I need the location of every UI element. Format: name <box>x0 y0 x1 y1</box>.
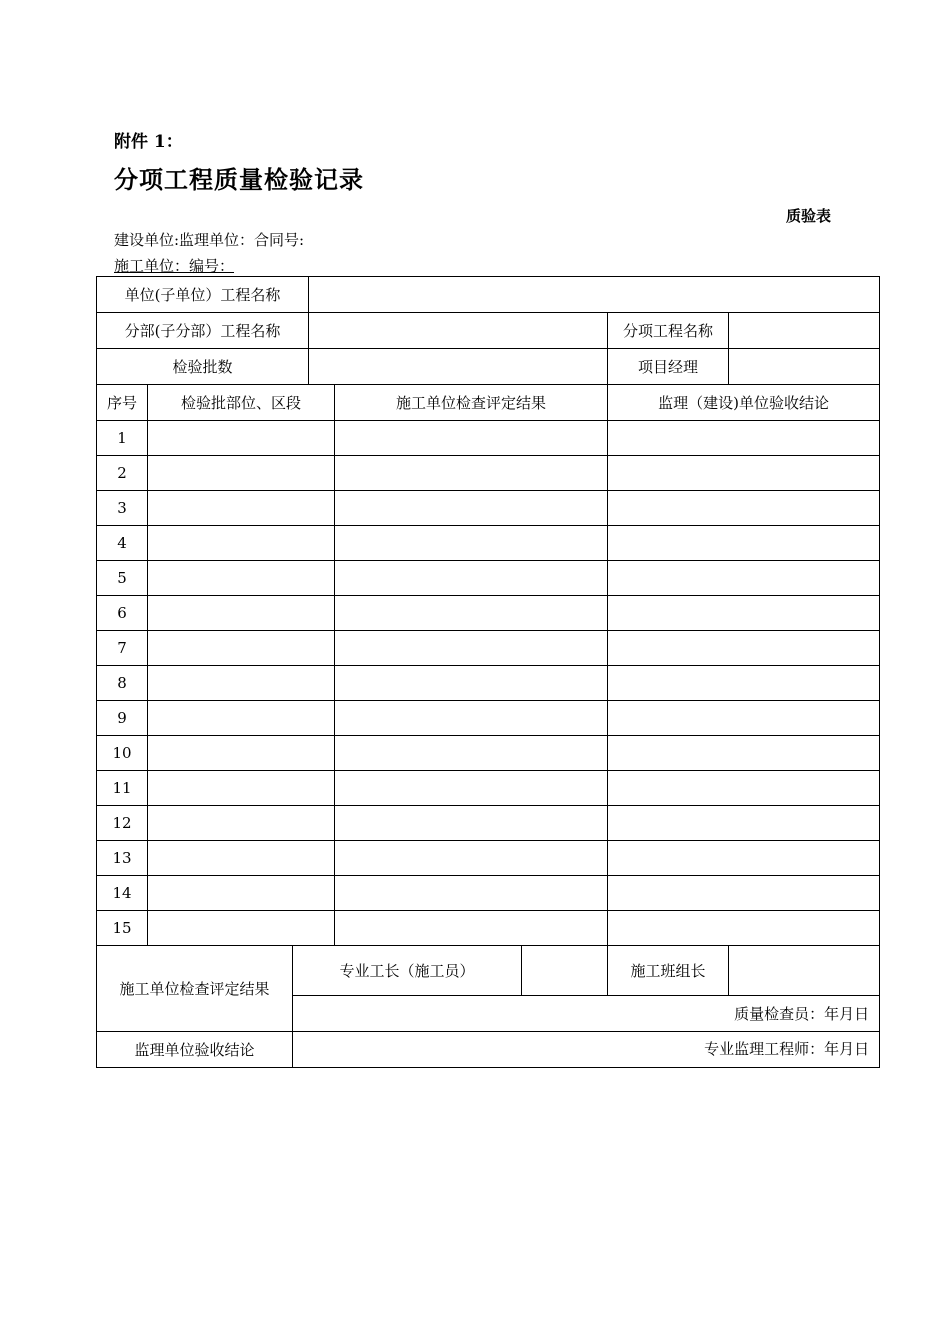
row-contractor-result-cell[interactable] <box>335 526 608 561</box>
row-seq: 9 <box>97 701 148 736</box>
inspection-record-table <box>96 276 880 1068</box>
team-leader-value[interactable] <box>729 946 880 996</box>
table-row <box>97 911 880 946</box>
row-seq: 12 <box>97 806 148 841</box>
row-supervisor-conclusion-cell[interactable] <box>608 421 880 456</box>
row-seq: 10 <box>97 736 148 771</box>
info-line-units: 建设单位:监理单位：合同号: <box>114 231 305 249</box>
row-supervisor-conclusion-cell[interactable] <box>608 456 880 491</box>
foreman-value[interactable] <box>522 946 608 996</box>
row-seq: 11 <box>97 771 148 806</box>
row-location-cell[interactable] <box>148 596 335 631</box>
row-seq: 13 <box>97 841 148 876</box>
row-contractor-result-cell[interactable] <box>335 561 608 596</box>
row-supervisor-conclusion-cell[interactable] <box>608 841 880 876</box>
row-supervisor-conclusion-cell[interactable] <box>608 491 880 526</box>
form-type-label: 质验表 <box>786 207 832 225</box>
column-header-row <box>97 385 880 421</box>
row-contractor-result-cell[interactable] <box>335 736 608 771</box>
supervisor-row <box>97 1032 880 1068</box>
row-location-cell[interactable] <box>148 806 335 841</box>
row-contractor-result-cell[interactable] <box>335 701 608 736</box>
row-contractor-result-cell[interactable] <box>335 841 608 876</box>
row-location-cell[interactable] <box>148 666 335 701</box>
row-seq: 4 <box>97 526 148 561</box>
table-row <box>97 596 880 631</box>
table-row <box>97 841 880 876</box>
row-supervisor-conclusion-cell[interactable] <box>608 911 880 946</box>
row-seq: 5 <box>97 561 148 596</box>
page-title: 分项工程质量检验记录 <box>114 165 364 194</box>
row-seq: 3 <box>97 491 148 526</box>
row-location-cell[interactable] <box>148 526 335 561</box>
batch-count-row <box>97 349 880 385</box>
row-contractor-result-cell[interactable] <box>335 666 608 701</box>
division-project-value[interactable] <box>309 313 608 349</box>
row-location-cell[interactable] <box>148 841 335 876</box>
row-location-cell[interactable] <box>148 456 335 491</box>
row-supervisor-conclusion-cell[interactable] <box>608 806 880 841</box>
contractor-sign-row <box>97 946 880 996</box>
foreman-label: 专业工长（施工员） <box>293 946 522 996</box>
row-contractor-result-cell[interactable] <box>335 596 608 631</box>
unit-project-value[interactable] <box>309 277 880 313</box>
supervisor-label: 监理单位验收结论 <box>97 1032 293 1068</box>
row-seq: 8 <box>97 666 148 701</box>
row-supervisor-conclusion-cell[interactable] <box>608 631 880 666</box>
table-row <box>97 456 880 491</box>
row-contractor-result-cell[interactable] <box>335 631 608 666</box>
supervisor-engineer-signature[interactable]: 专业监理工程师：年月日 <box>293 1032 880 1068</box>
row-contractor-result-cell[interactable] <box>335 806 608 841</box>
table-row <box>97 701 880 736</box>
sub-item-project-value[interactable] <box>729 313 880 349</box>
col-header-contractor-result: 施工单位检查评定结果 <box>335 385 608 421</box>
row-contractor-result-cell[interactable] <box>335 491 608 526</box>
batch-count-value[interactable] <box>309 349 608 385</box>
row-seq: 6 <box>97 596 148 631</box>
project-manager-label: 项目经理 <box>608 349 729 385</box>
row-location-cell[interactable] <box>148 911 335 946</box>
row-contractor-result-cell[interactable] <box>335 456 608 491</box>
row-seq: 2 <box>97 456 148 491</box>
row-supervisor-conclusion-cell[interactable] <box>608 666 880 701</box>
row-contractor-result-cell[interactable] <box>335 421 608 456</box>
project-manager-value[interactable] <box>729 349 880 385</box>
row-location-cell[interactable] <box>148 701 335 736</box>
row-location-cell[interactable] <box>148 736 335 771</box>
row-location-cell[interactable] <box>148 421 335 456</box>
col-header-supervisor-conclusion: 监理（建设)单位验收结论 <box>608 385 880 421</box>
row-seq: 15 <box>97 911 148 946</box>
row-supervisor-conclusion-cell[interactable] <box>608 561 880 596</box>
row-location-cell[interactable] <box>148 491 335 526</box>
col-header-seq: 序号 <box>97 385 148 421</box>
table-row <box>97 806 880 841</box>
row-contractor-result-cell[interactable] <box>335 771 608 806</box>
row-seq: 7 <box>97 631 148 666</box>
row-supervisor-conclusion-cell[interactable] <box>608 596 880 631</box>
sub-item-project-label: 分项工程名称 <box>608 313 729 349</box>
table-row <box>97 631 880 666</box>
row-location-cell[interactable] <box>148 631 335 666</box>
info-line-contractor: 施工单位：编号： <box>114 257 235 275</box>
row-location-cell[interactable] <box>148 561 335 596</box>
row-location-cell[interactable] <box>148 876 335 911</box>
row-contractor-result-cell[interactable] <box>335 911 608 946</box>
table-row <box>97 561 880 596</box>
col-header-location: 检验批部位、区段 <box>148 385 335 421</box>
contractor-result-label: 施工单位检查评定结果 <box>97 946 293 1032</box>
attachment-label: 附件 1： <box>114 132 183 152</box>
quality-inspector-signature[interactable]: 质量检查员：年月日 <box>293 996 880 1032</box>
division-project-row <box>97 313 880 349</box>
batch-count-label: 检验批数 <box>97 349 309 385</box>
row-seq: 14 <box>97 876 148 911</box>
row-location-cell[interactable] <box>148 771 335 806</box>
division-project-label: 分部(子分部）工程名称 <box>97 313 309 349</box>
table-row <box>97 491 880 526</box>
row-supervisor-conclusion-cell[interactable] <box>608 701 880 736</box>
table-row <box>97 526 880 561</box>
team-leader-label: 施工班组长 <box>608 946 729 996</box>
table-row <box>97 736 880 771</box>
unit-project-row <box>97 277 880 313</box>
row-seq: 1 <box>97 421 148 456</box>
row-contractor-result-cell[interactable] <box>335 876 608 911</box>
row-supervisor-conclusion-cell[interactable] <box>608 736 880 771</box>
table-row <box>97 876 880 911</box>
unit-project-label: 单位(子单位）工程名称 <box>97 277 309 313</box>
table-row <box>97 666 880 701</box>
row-supervisor-conclusion-cell[interactable] <box>608 771 880 806</box>
table-row <box>97 421 880 456</box>
row-supervisor-conclusion-cell[interactable] <box>608 526 880 561</box>
table-row <box>97 771 880 806</box>
row-supervisor-conclusion-cell[interactable] <box>608 876 880 911</box>
